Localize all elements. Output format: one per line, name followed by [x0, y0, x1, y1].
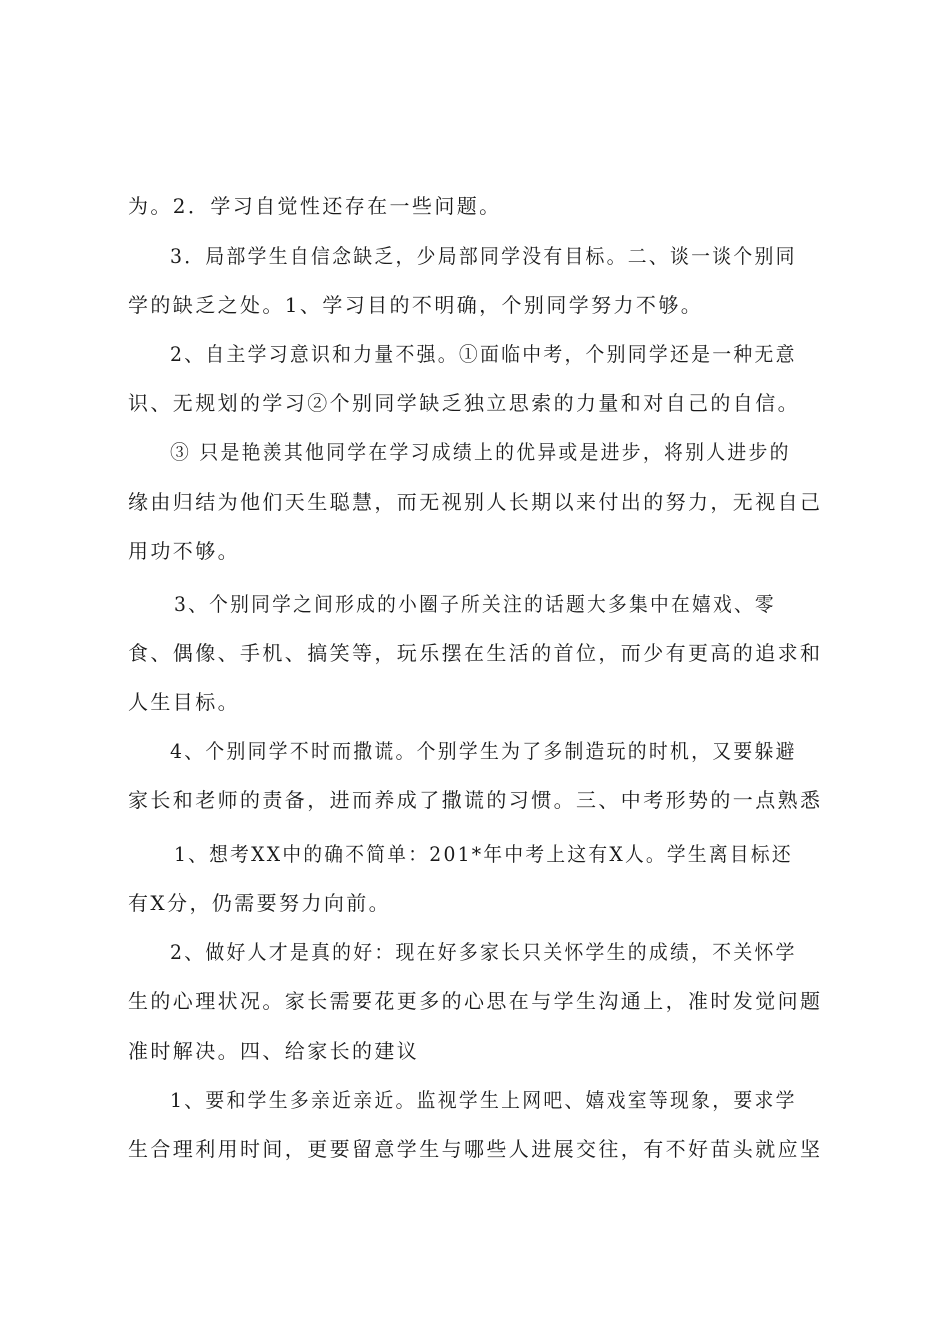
text-line-6: ③ 只是艳羡其他同学在学习成绩上的优异或是进步，将别人进步的 [170, 440, 791, 464]
text-line-13: 家长和老师的责备，进而养成了撒谎的习惯。三、中考形势的一点熟悉 [128, 788, 823, 812]
text-line-7: 缘由归结为他们天生聪慧，而无视别人长期以来付出的努力，无视自己 [128, 490, 823, 514]
text-line-15: 有X分，仍需要努力向前。 [128, 891, 392, 915]
text-line-14: 1、想考XX中的确不简单：201*年中考上这有X人。学生离目标还 [174, 842, 793, 866]
text-line-8: 用功不够。 [128, 539, 240, 563]
text-line-12: 4、个别同学不时而撒谎。个别学生为了多制造玩的时机，又要躲避 [170, 739, 797, 763]
text-line-16: 2、做好人才是真的好：现在好多家长只关怀学生的成绩，不关怀学 [170, 940, 797, 964]
text-line-1: 为。2．学习自觉性还存在一些问题。 [128, 194, 502, 218]
text-line-20: 生合理利用时间，更要留意学生与哪些人进展交往，有不好苗头就应坚 [128, 1137, 823, 1161]
text-line-9: 3、个别同学之间形成的小圈子所关注的话题大多集中在嬉戏、零 [174, 592, 776, 616]
text-line-10: 食、偶像、手机、搞笑等，玩乐摆在生活的首位，而少有更高的追求和 [128, 641, 823, 665]
text-line-19: 1、要和学生多亲近亲近。监视学生上网吧、嬉戏室等现象，要求学 [170, 1088, 797, 1112]
text-line-2: 3．局部学生自信念缺乏，少局部同学没有目标。二、谈一谈个别同 [170, 244, 797, 268]
text-line-3: 学的缺乏之处。1、学习目的不明确，个别同学努力不够。 [128, 293, 704, 317]
text-line-5: 识、无规划的学习②个别同学缺乏独立思索的力量和对自己的自信。 [128, 391, 800, 415]
text-line-17: 生的心理状况。家长需要花更多的心思在与学生沟通上，准时发觉问题 [128, 989, 823, 1013]
text-line-11: 人生目标。 [128, 690, 240, 714]
text-line-4: 2、自主学习意识和力量不强。①面临中考，个别同学还是一种无意 [170, 342, 797, 366]
text-line-18: 准时解决。四、给家长的建议 [128, 1039, 420, 1063]
